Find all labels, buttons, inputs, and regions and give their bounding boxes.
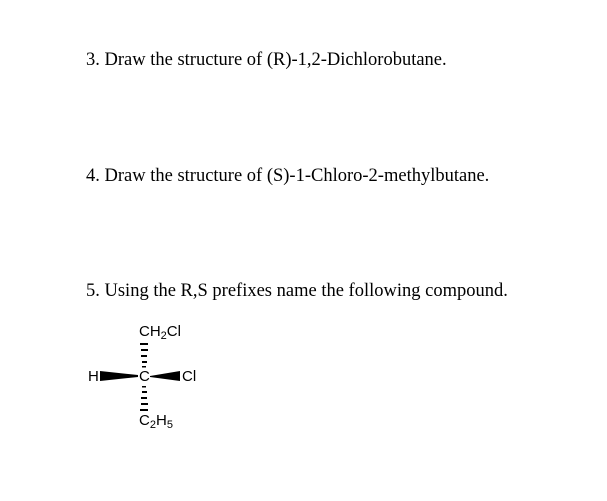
wedge-bond-h — [100, 371, 138, 381]
center-atom: C — [139, 368, 150, 385]
question-4: 4. Draw the structure of (S)-1-Chloro-2-methylbutane. — [86, 166, 490, 186]
left-atom: H — [88, 368, 99, 385]
top-group: $CH_2Cl$ — [139, 323, 181, 342]
question-5: 5. Using the R,S prefixes name the following compound. — [86, 281, 508, 301]
bottom-group: $C_2H_5$ — [139, 412, 173, 431]
dashed-bond-up — [140, 343, 148, 368]
wedge-bond-cl — [150, 371, 180, 381]
dashed-bond-down — [140, 386, 148, 411]
question-3: 3. Draw the structure of (R)-1,2-Dichlorobutane. — [86, 50, 447, 70]
right-atom: Cl — [182, 368, 197, 385]
